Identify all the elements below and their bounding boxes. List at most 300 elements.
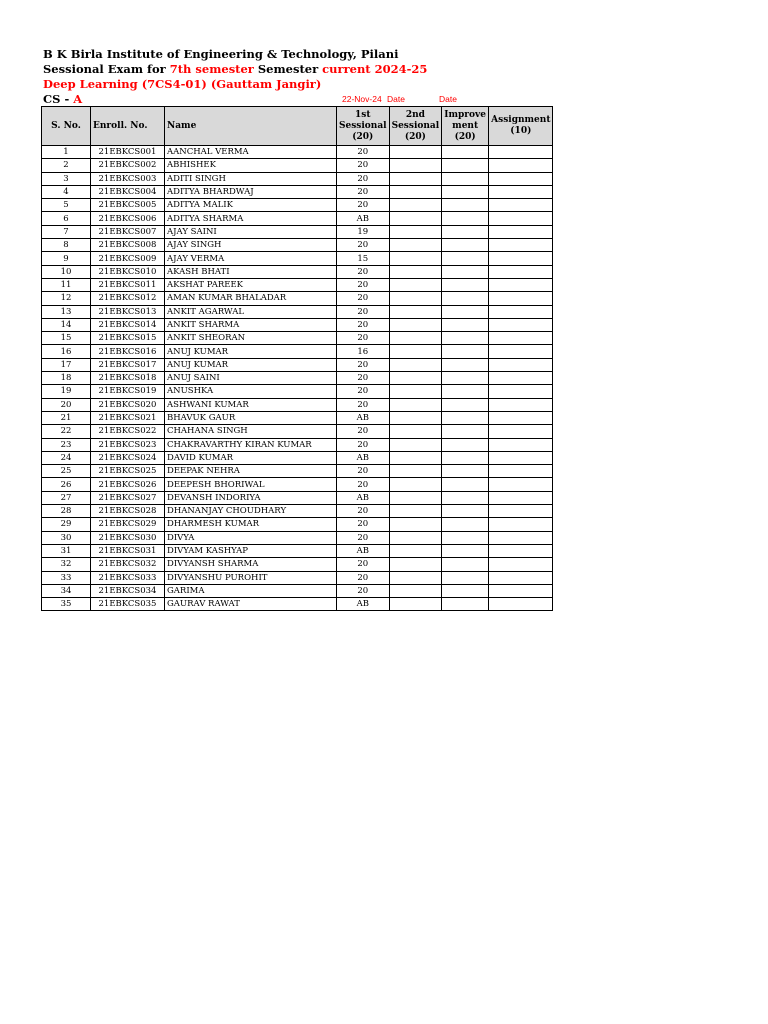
improvement-cell xyxy=(442,531,489,544)
improvement-cell xyxy=(442,478,489,491)
improvement-cell xyxy=(442,332,489,345)
sno-cell: 14 xyxy=(42,318,91,331)
sessional1-cell: AB xyxy=(337,411,390,424)
sno-cell: 1 xyxy=(42,146,91,159)
table-row xyxy=(42,146,553,159)
sessional1-cell: 20 xyxy=(337,239,390,252)
sessional2-cell xyxy=(389,491,442,504)
table-row xyxy=(42,225,553,238)
improvement-cell xyxy=(442,385,489,398)
sno-cell: 9 xyxy=(42,252,91,265)
exam-line xyxy=(43,62,427,77)
sessional2-cell xyxy=(389,212,442,225)
sessional2-cell xyxy=(389,265,442,278)
enroll-cell: 21EBKCS002 xyxy=(91,159,165,172)
sessional1-cell: 20 xyxy=(337,584,390,597)
table-row xyxy=(42,172,553,185)
assignment-cell xyxy=(489,491,553,504)
col-2nd-line3: (20) xyxy=(404,131,426,142)
sessional2-cell xyxy=(389,598,442,611)
assignment-cell xyxy=(489,438,553,451)
enroll-cell: 21EBKCS001 xyxy=(91,146,165,159)
enroll-cell: 21EBKCS020 xyxy=(91,398,165,411)
sessional2-cell xyxy=(389,411,442,424)
sessional1-cell: AB xyxy=(337,212,390,225)
sno-cell: 17 xyxy=(42,358,91,371)
col-header-improvement xyxy=(442,107,489,146)
improvement-cell xyxy=(442,318,489,331)
table-row xyxy=(42,544,553,557)
sessional1-cell: 20 xyxy=(337,518,390,531)
enroll-cell: 21EBKCS008 xyxy=(91,239,165,252)
enroll-cell: 21EBKCS019 xyxy=(91,385,165,398)
sessional2-cell xyxy=(389,465,442,478)
date-label-2: Date xyxy=(439,94,457,104)
sessional1-cell: 16 xyxy=(337,345,390,358)
table-row xyxy=(42,159,553,172)
name-cell: DIVYA xyxy=(165,531,337,544)
improvement-cell xyxy=(442,212,489,225)
enroll-cell: 21EBKCS034 xyxy=(91,584,165,597)
enroll-cell: 21EBKCS031 xyxy=(91,544,165,557)
sessional1-cell: 20 xyxy=(337,438,390,451)
table-row xyxy=(42,438,553,451)
name-cell: DIVYANSHU PUROHIT xyxy=(165,571,337,584)
sessional1-cell: 20 xyxy=(337,172,390,185)
improvement-cell xyxy=(442,358,489,371)
assignment-cell xyxy=(489,159,553,172)
enroll-cell: 21EBKCS026 xyxy=(91,478,165,491)
sessional2-cell xyxy=(389,451,442,464)
assignment-cell xyxy=(489,239,553,252)
enroll-cell: 21EBKCS017 xyxy=(91,358,165,371)
assignment-cell xyxy=(489,584,553,597)
sno-cell: 3 xyxy=(42,172,91,185)
col-asg-line1: Assignment xyxy=(491,115,551,125)
sessional2-cell xyxy=(389,571,442,584)
assignment-cell xyxy=(489,212,553,225)
name-cell: CHAKRAVARTHY KIRAN KUMAR xyxy=(165,438,337,451)
sessional1-cell: 19 xyxy=(337,225,390,238)
sessional2-cell xyxy=(389,278,442,291)
name-cell: GAURAV RAWAT xyxy=(165,598,337,611)
semester-word: Semester xyxy=(253,62,323,76)
sessional2-cell xyxy=(389,544,442,557)
table-row xyxy=(42,465,553,478)
sno-cell: 34 xyxy=(42,584,91,597)
sno-cell: 35 xyxy=(42,598,91,611)
sessional2-cell xyxy=(389,345,442,358)
sno-cell: 6 xyxy=(42,212,91,225)
enroll-cell: 21EBKCS012 xyxy=(91,292,165,305)
name-cell: BHAVUK GAUR xyxy=(165,411,337,424)
table-row xyxy=(42,185,553,198)
name-cell: DEEPAK NEHRA xyxy=(165,465,337,478)
sessional1-cell: 20 xyxy=(337,146,390,159)
table-row xyxy=(42,239,553,252)
name-cell: ANKIT AGARWAL xyxy=(165,305,337,318)
improvement-cell xyxy=(442,372,489,385)
sessional2-cell xyxy=(389,185,442,198)
name-cell: ABHISHEK xyxy=(165,159,337,172)
sessional2-cell xyxy=(389,332,442,345)
section-value: A xyxy=(73,92,83,106)
table-row xyxy=(42,278,553,291)
improvement-cell xyxy=(442,451,489,464)
table-row xyxy=(42,531,553,544)
sno-cell: 24 xyxy=(42,451,91,464)
table-row xyxy=(42,598,553,611)
enroll-cell: 21EBKCS006 xyxy=(91,212,165,225)
marks-table xyxy=(41,106,553,611)
name-cell: DEVANSH INDORIYA xyxy=(165,491,337,504)
name-cell: AJAY VERMA xyxy=(165,252,337,265)
sno-cell: 30 xyxy=(42,531,91,544)
col-imp-line1: Improve xyxy=(444,109,487,120)
assignment-cell xyxy=(489,252,553,265)
assignment-cell xyxy=(489,358,553,371)
improvement-cell xyxy=(442,571,489,584)
sessional1-cell: 20 xyxy=(337,199,390,212)
sessional1-cell: 20 xyxy=(337,558,390,571)
sessional2-cell xyxy=(389,425,442,438)
name-cell: DIVYANSH SHARMA xyxy=(165,558,337,571)
sno-cell: 22 xyxy=(42,425,91,438)
enroll-cell: 21EBKCS010 xyxy=(91,265,165,278)
sessional2-cell xyxy=(389,385,442,398)
sessional1-cell: 20 xyxy=(337,385,390,398)
improvement-cell xyxy=(442,225,489,238)
sessional1-cell: 20 xyxy=(337,318,390,331)
table-row xyxy=(42,398,553,411)
table-row xyxy=(42,584,553,597)
improvement-cell xyxy=(442,252,489,265)
sno-cell: 8 xyxy=(42,239,91,252)
sessional1-cell: 20 xyxy=(337,465,390,478)
sessional2-cell xyxy=(389,159,442,172)
col-header-name: Name xyxy=(165,107,337,146)
enroll-cell: 21EBKCS028 xyxy=(91,505,165,518)
assignment-cell xyxy=(489,185,553,198)
sessional2-cell xyxy=(389,318,442,331)
sessional1-cell: 20 xyxy=(337,478,390,491)
assignment-cell xyxy=(489,146,553,159)
table-row xyxy=(42,212,553,225)
col-header-assignment xyxy=(489,107,553,146)
sessional1-cell: 20 xyxy=(337,185,390,198)
name-cell: AANCHAL VERMA xyxy=(165,146,337,159)
name-cell: ANUJ KUMAR xyxy=(165,358,337,371)
improvement-cell xyxy=(442,305,489,318)
sessional1-cell: AB xyxy=(337,491,390,504)
assignment-cell xyxy=(489,292,553,305)
enroll-cell: 21EBKCS005 xyxy=(91,199,165,212)
table-row xyxy=(42,385,553,398)
table-row xyxy=(42,358,553,371)
col-header-2nd-sessional xyxy=(389,107,442,146)
date-label-1: Date xyxy=(387,94,405,104)
assignment-cell xyxy=(489,411,553,424)
enroll-cell: 21EBKCS015 xyxy=(91,332,165,345)
enroll-cell: 21EBKCS025 xyxy=(91,465,165,478)
sessional2-cell xyxy=(389,239,442,252)
sessional1-cell: 20 xyxy=(337,332,390,345)
enroll-cell: 21EBKCS022 xyxy=(91,425,165,438)
sessional1-cell: 20 xyxy=(337,358,390,371)
enroll-cell: 21EBKCS004 xyxy=(91,185,165,198)
table-header-row xyxy=(42,107,553,146)
improvement-cell xyxy=(442,345,489,358)
sno-cell: 23 xyxy=(42,438,91,451)
name-cell: DHANANJAY CHOUDHARY xyxy=(165,505,337,518)
improvement-cell xyxy=(442,598,489,611)
date-row xyxy=(0,94,768,106)
sessional1-cell: 20 xyxy=(337,372,390,385)
assignment-cell xyxy=(489,345,553,358)
sessional2-cell xyxy=(389,252,442,265)
enroll-cell: 21EBKCS024 xyxy=(91,451,165,464)
table-row xyxy=(42,292,553,305)
sessional1-cell: AB xyxy=(337,451,390,464)
sno-cell: 15 xyxy=(42,332,91,345)
sessional1-cell: 20 xyxy=(337,398,390,411)
name-cell: DEEPESH BHORIWAL xyxy=(165,478,337,491)
col-header-sno: S. No. xyxy=(42,107,91,146)
col-imp-line3: (20) xyxy=(454,131,476,142)
table-row xyxy=(42,425,553,438)
sessional2-cell xyxy=(389,438,442,451)
enroll-cell: 21EBKCS021 xyxy=(91,411,165,424)
name-cell: AJAY SAINI xyxy=(165,225,337,238)
improvement-cell xyxy=(442,505,489,518)
name-cell: ANUSHKA xyxy=(165,385,337,398)
table-row xyxy=(42,252,553,265)
sessional1-cell: 20 xyxy=(337,531,390,544)
sno-cell: 28 xyxy=(42,505,91,518)
table-row xyxy=(42,505,553,518)
assignment-cell xyxy=(489,451,553,464)
assignment-cell xyxy=(489,558,553,571)
assignment-cell xyxy=(489,199,553,212)
improvement-cell xyxy=(442,465,489,478)
name-cell: DIVYAM KASHYAP xyxy=(165,544,337,557)
assignment-cell xyxy=(489,425,553,438)
improvement-cell xyxy=(442,199,489,212)
sessional1-cell: 20 xyxy=(337,425,390,438)
sessional2-cell xyxy=(389,505,442,518)
exam-prefix: Sessional Exam for xyxy=(43,62,170,76)
sessional2-cell xyxy=(389,398,442,411)
improvement-cell xyxy=(442,518,489,531)
name-cell: AMAN KUMAR BHALADAR xyxy=(165,292,337,305)
sessional2-cell xyxy=(389,305,442,318)
name-cell: AKASH BHATI xyxy=(165,265,337,278)
enroll-cell: 21EBKCS029 xyxy=(91,518,165,531)
session-label: current 2024-25 xyxy=(322,62,428,76)
table-row xyxy=(42,411,553,424)
sessional1-cell: 20 xyxy=(337,292,390,305)
improvement-cell xyxy=(442,425,489,438)
sno-cell: 13 xyxy=(42,305,91,318)
assignment-cell xyxy=(489,372,553,385)
name-cell: ANKIT SHEORAN xyxy=(165,332,337,345)
enroll-cell: 21EBKCS016 xyxy=(91,345,165,358)
improvement-cell xyxy=(442,185,489,198)
assignment-cell xyxy=(489,332,553,345)
sno-cell: 2 xyxy=(42,159,91,172)
sessional2-cell xyxy=(389,558,442,571)
assignment-cell xyxy=(489,478,553,491)
table-row xyxy=(42,478,553,491)
sno-cell: 32 xyxy=(42,558,91,571)
table-row xyxy=(42,318,553,331)
sno-cell: 31 xyxy=(42,544,91,557)
sno-cell: 27 xyxy=(42,491,91,504)
sno-cell: 12 xyxy=(42,292,91,305)
sessional1-cell: AB xyxy=(337,544,390,557)
table-row xyxy=(42,451,553,464)
sessional1-cell: 20 xyxy=(337,305,390,318)
assignment-cell xyxy=(489,398,553,411)
sessional2-cell xyxy=(389,584,442,597)
date-1st-sessional: 22-Nov-24 xyxy=(342,94,382,104)
institute-title: B K Birla Institute of Engineering & Technology, Pilani xyxy=(43,47,399,61)
assignment-cell xyxy=(489,465,553,478)
improvement-cell xyxy=(442,411,489,424)
improvement-cell xyxy=(442,398,489,411)
improvement-cell xyxy=(442,265,489,278)
semester-label: 7th semester xyxy=(169,62,254,76)
sno-cell: 25 xyxy=(42,465,91,478)
sessional2-cell xyxy=(389,225,442,238)
assignment-cell xyxy=(489,278,553,291)
improvement-cell xyxy=(442,278,489,291)
table-row xyxy=(42,491,553,504)
enroll-cell: 21EBKCS003 xyxy=(91,172,165,185)
sessional2-cell xyxy=(389,172,442,185)
improvement-cell xyxy=(442,544,489,557)
col-2nd-line2: Sessional xyxy=(391,120,440,131)
improvement-cell xyxy=(442,491,489,504)
enroll-cell: 21EBKCS023 xyxy=(91,438,165,451)
enroll-cell: 21EBKCS014 xyxy=(91,318,165,331)
enroll-cell: 21EBKCS035 xyxy=(91,598,165,611)
name-cell: ANUJ SAINI xyxy=(165,372,337,385)
enroll-cell: 21EBKCS011 xyxy=(91,278,165,291)
name-cell: ADITYA BHARDWAJ xyxy=(165,185,337,198)
sessional1-cell: 20 xyxy=(337,278,390,291)
sno-cell: 29 xyxy=(42,518,91,531)
sno-cell: 7 xyxy=(42,225,91,238)
name-cell: ADITYA MALIK xyxy=(165,199,337,212)
sessional1-cell: 20 xyxy=(337,265,390,278)
sessional1-cell: 15 xyxy=(337,252,390,265)
name-cell: ANKIT SHARMA xyxy=(165,318,337,331)
col-1st-line1: 1st xyxy=(355,109,371,120)
table-row xyxy=(42,199,553,212)
name-cell: DAVID KUMAR xyxy=(165,451,337,464)
enroll-cell: 21EBKCS013 xyxy=(91,305,165,318)
improvement-cell xyxy=(442,292,489,305)
col-1st-line2: Sessional xyxy=(339,120,387,131)
enroll-cell: 21EBKCS032 xyxy=(91,558,165,571)
name-cell: AJAY SINGH xyxy=(165,239,337,252)
col-header-enroll: Enroll. No. xyxy=(91,107,165,146)
name-cell: DHARMESH KUMAR xyxy=(165,518,337,531)
improvement-cell xyxy=(442,239,489,252)
sessional2-cell xyxy=(389,372,442,385)
name-cell: ASHWANI KUMAR xyxy=(165,398,337,411)
assignment-cell xyxy=(489,518,553,531)
col-1st-line3: (20) xyxy=(352,131,374,142)
sno-cell: 19 xyxy=(42,385,91,398)
improvement-cell xyxy=(442,172,489,185)
sno-cell: 18 xyxy=(42,372,91,385)
sessional2-cell xyxy=(389,358,442,371)
assignment-cell xyxy=(489,505,553,518)
name-cell: ADITI SINGH xyxy=(165,172,337,185)
sno-cell: 21 xyxy=(42,411,91,424)
name-cell: CHAHANA SINGH xyxy=(165,425,337,438)
sessional2-cell xyxy=(389,531,442,544)
enroll-cell: 21EBKCS027 xyxy=(91,491,165,504)
name-cell: ANUJ KUMAR xyxy=(165,345,337,358)
table-row xyxy=(42,372,553,385)
sno-cell: 26 xyxy=(42,478,91,491)
table-row xyxy=(42,345,553,358)
sessional2-cell xyxy=(389,199,442,212)
name-cell: AKSHAT PAREEK xyxy=(165,278,337,291)
assignment-cell xyxy=(489,305,553,318)
sno-cell: 20 xyxy=(42,398,91,411)
col-2nd-line1: 2nd xyxy=(405,109,425,120)
sessional2-cell xyxy=(389,518,442,531)
sessional1-cell: 20 xyxy=(337,505,390,518)
enroll-cell: 21EBKCS030 xyxy=(91,531,165,544)
improvement-cell xyxy=(442,584,489,597)
table-row xyxy=(42,305,553,318)
table-row xyxy=(42,265,553,278)
sessional1-cell: 20 xyxy=(337,571,390,584)
sno-cell: 33 xyxy=(42,571,91,584)
assignment-cell xyxy=(489,385,553,398)
sno-cell: 5 xyxy=(42,199,91,212)
assignment-cell xyxy=(489,598,553,611)
col-header-1st-sessional xyxy=(337,107,390,146)
col-asg-line2: (10) xyxy=(510,126,532,136)
sessional2-cell xyxy=(389,146,442,159)
improvement-cell xyxy=(442,438,489,451)
section-prefix: CS - xyxy=(43,92,74,106)
assignment-cell xyxy=(489,172,553,185)
table-row xyxy=(42,332,553,345)
assignment-cell xyxy=(489,544,553,557)
sessional1-cell: AB xyxy=(337,598,390,611)
enroll-cell: 21EBKCS033 xyxy=(91,571,165,584)
table-body xyxy=(42,146,553,611)
sno-cell: 16 xyxy=(42,345,91,358)
name-cell: ADITYA SHARMA xyxy=(165,212,337,225)
improvement-cell xyxy=(442,558,489,571)
sessional2-cell xyxy=(389,478,442,491)
assignment-cell xyxy=(489,265,553,278)
enroll-cell: 21EBKCS007 xyxy=(91,225,165,238)
enroll-cell: 21EBKCS009 xyxy=(91,252,165,265)
improvement-cell xyxy=(442,146,489,159)
improvement-cell xyxy=(442,159,489,172)
assignment-cell xyxy=(489,318,553,331)
enroll-cell: 21EBKCS018 xyxy=(91,372,165,385)
